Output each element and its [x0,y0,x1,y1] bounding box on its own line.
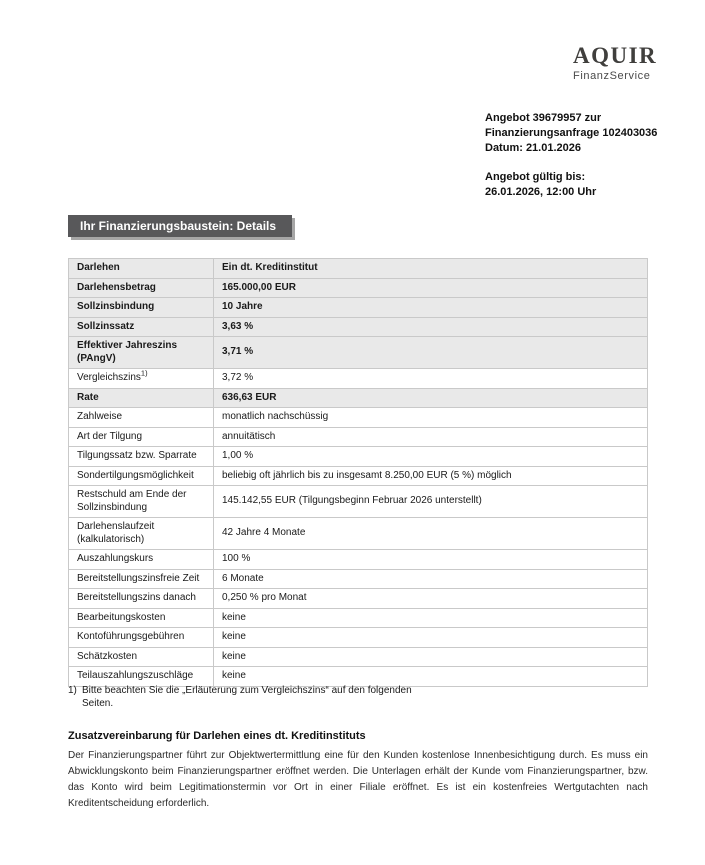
footnote-reference: 1) [140,368,148,378]
row-label: Bereitstellungszinsfreie Zeit [69,569,214,589]
row-value: Ein dt. Kreditinstitut [214,259,648,279]
row-value: 165.000,00 EUR [214,278,648,298]
table-row [69,447,648,467]
row-label: Tilgungssatz bzw. Sparrate [69,447,214,467]
row-label: Zahlweise [69,408,214,428]
row-value: keine [214,647,648,667]
offer-number-line: Angebot 39679957 zur [485,112,602,124]
row-label: Darlehen [69,259,214,279]
row-value: 6 Monate [214,569,648,589]
row-value: keine [214,608,648,628]
footnote-marker: 1) [68,685,77,696]
logo-wordmark: AQUIR [573,43,658,68]
row-label: Rate [69,388,214,408]
row-value: 3,63 % [214,317,648,337]
row-label: Teilauszahlungszuschläge [69,667,214,687]
logo [573,44,657,82]
row-value: 636,63 EUR [214,388,648,408]
row-label: Schätzkosten [69,647,214,667]
table-row [69,337,648,369]
table-row [69,486,648,518]
row-value: 1,00 % [214,447,648,467]
row-value: keine [214,667,648,687]
row-label: Bearbeitungskosten [69,608,214,628]
row-label: Vergleichszins$^{1)}$ [69,369,214,389]
table-row [69,608,648,628]
row-value: 3,71 % [214,337,648,369]
section-title: Ihr Finanzierungsbaustein: Details [80,219,277,233]
row-label: Effektiver Jahreszins (PAngV) [69,337,214,369]
row-label: Kontoführungsgebühren [69,628,214,648]
addendum-title: Zusatzvereinbarung für Darlehen eines dt. Kreditinstituts [68,730,366,742]
table-row [69,569,648,589]
row-value: 10 Jahre [214,298,648,318]
table-row [69,466,648,486]
details-table [68,258,648,687]
table-row [69,369,648,389]
footnote-text: Bitte beachten Sie die „Erläuterung zum Vergleichszins“ auf den folgenden Seiten. [82,685,412,709]
row-label: Sollzinssatz [69,317,214,337]
row-label: Darlehensbetrag [69,278,214,298]
offer-validity-label: Angebot gültig bis: [485,171,586,183]
table-row [69,647,648,667]
row-label: Auszahlungskurs [69,550,214,570]
row-value: annuitätisch [214,427,648,447]
offer-date-line: Datum: 21.01.2026 [485,142,581,154]
table-row [69,278,648,298]
table-row [69,298,648,318]
table-row [69,518,648,550]
section-title-bar [68,215,292,237]
row-label: Bereitstellungszins danach [69,589,214,609]
table-row [69,259,648,279]
table-row [69,388,648,408]
addendum-body: Der Finanzierungspartner führt zur Objektwertermittlung eine für den Kunden kostenlose Innenbesichtigung durch. Es muss ein Abwicklungskonto beim Finanzierungspartner eröffnet werden. Die Unterlagen erhält der Kunde vom Finanzierungspartner, bzw. das Konto wird beim Legitimationstermin vor Ort in einer Filiale eröffnet. Es ist ein kostenfreies Wertgutachten nach Kreditentscheidung erforderlich. [68,750,648,809]
row-label: Restschuld am Ende der Sollzinsbindung [69,486,214,518]
row-value: 42 Jahre 4 Monate [214,518,648,550]
table-row [69,408,648,428]
row-value: keine [214,628,648,648]
logo-subtitle: FinanzService [573,70,651,82]
table-row [69,589,648,609]
table-row [69,550,648,570]
row-value: monatlich nachschüssig [214,408,648,428]
row-label: Darlehenslaufzeit (kalkulatorisch) [69,518,214,550]
offer-info-spacer [485,156,657,170]
details-table-body [69,259,648,687]
footnote [68,684,420,710]
table-row [69,628,648,648]
row-value: 0,250 % pro Monat [214,589,648,609]
offer-info [485,111,657,200]
table-row [69,317,648,337]
row-value: 145.142,55 EUR (Tilgungsbeginn Februar 2026 unterstellt) [214,486,648,518]
row-label: Sollzinsbindung [69,298,214,318]
row-label: Sondertilgungsmöglichkeit [69,466,214,486]
row-label: Art der Tilgung [69,427,214,447]
row-value: 100 % [214,550,648,570]
offer-validity-date: 26.01.2026, 12:00 Uhr [485,186,597,198]
offer-request-line: Finanzierungsanfrage 102403036 [485,127,658,139]
row-value: beliebig oft jährlich bis zu insgesamt 8.250,00 EUR (5 %) möglich [214,466,648,486]
table-row [69,427,648,447]
row-value: 3,72 % [214,369,648,389]
